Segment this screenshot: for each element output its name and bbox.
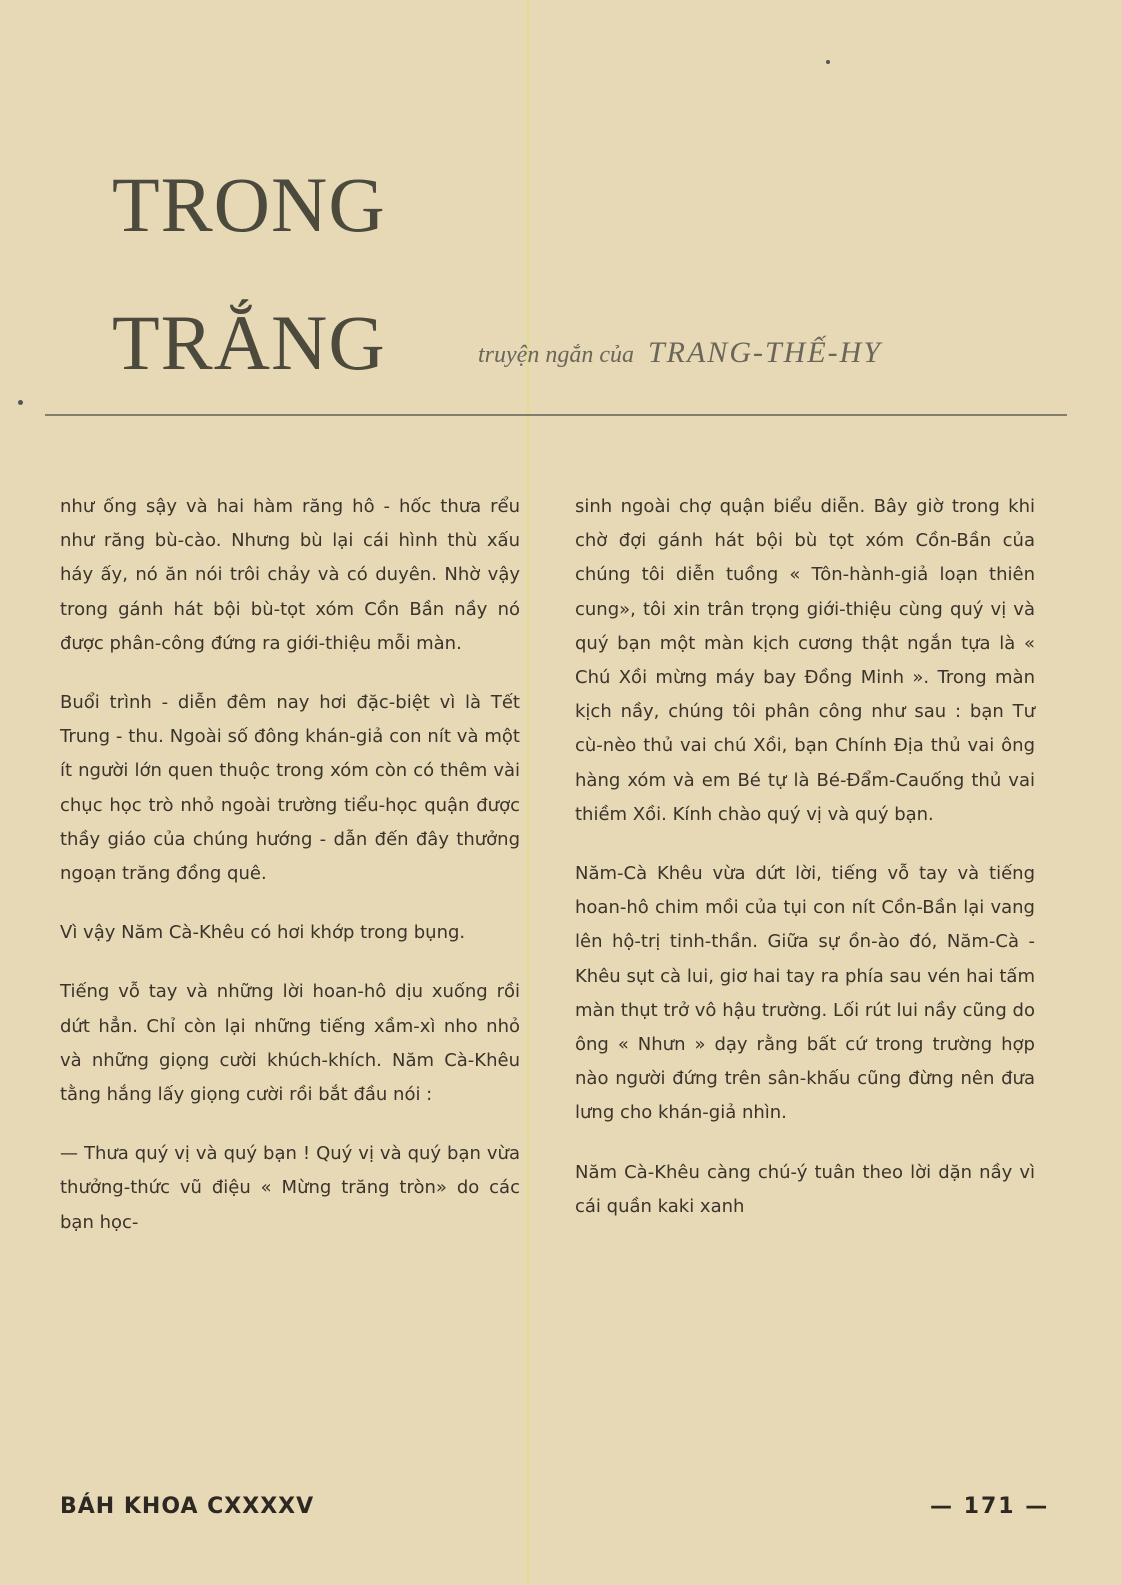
paragraph: Vì vậy Năm Cà-Khêu có hơi khớp trong bụng. [60, 922, 466, 944]
story-title-line1: TRONG [112, 161, 386, 248]
byline [478, 336, 882, 370]
page-fold-crease [527, 0, 529, 1585]
title-divider [45, 414, 1067, 416]
byline-prefix: truyện ngắn của [478, 342, 634, 368]
page-number: — 171 — [930, 1494, 1050, 1519]
magazine-issue-label: BÁH KHOA CXXXXV [60, 1494, 315, 1519]
story-title-line2: TRẮNG [112, 299, 386, 386]
print-speck [18, 400, 23, 405]
paragraph: Tiếng vỗ tay và những lời hoan-hô dịu xuống rồi dứt hẳn. Chỉ còn lại những tiếng xầm-xì nho nhỏ và những giọng cười khúch-khích. Năm Cà-Khêu tằng hắng lấy giọng cười rồi bắt đầu nói : [60, 981, 520, 1106]
paragraph: Năm Cà-Khêu càng chú-ý tuân theo lời dặn nầy vì cái quần kaki xanh [575, 1161, 1035, 1217]
paragraph: sinh ngoài chợ quận biểu diễn. Bây giờ trong khi chờ đợi gánh hát bội bù tọt xóm Cồn-Bần của chúng tôi diễn tuồng « Tôn-hành-giả loạn thiên cung», tôi xin trân trọng giới-thiệu cùng quý vị và quý bạn một màn kịch cương thật ngắn tựa là « Chú Xồi mừng máy bay Đồng Minh ». Trong màn kịch nầy, chúng tôi phân công như sau : bạn Tư cù-nèo thủ vai chú Xồi, bạn Chính Địa thủ vai ông hàng xóm và em Bé tự là Bé-Đẩm-Cauống thủ vai thiềm Xồi. Kính chào quý vị và quý bạn. [575, 496, 1035, 825]
right-column [575, 490, 1035, 1249]
print-speck [826, 60, 830, 64]
byline-author: TRANG-THẾ-HY [647, 336, 882, 369]
paragraph: Buổi trình - diễn đêm nay hơi đặc-biệt vì là Tết Trung - thu. Ngoài số đông khán-giả con nít và một ít người lớn quen thuộc trong xóm còn có thêm vài chục học trò nhỏ ngoài trường tiểu-học quận được thầy giáo của chúng hướng - dẫn đến đây thưởng ngoạn trăng đồng quê. [60, 692, 520, 885]
paragraph: — Thưa quý vị và quý bạn ! Quý vị và quý bạn vừa thưởng-thức vũ điệu « Mừng trăng tròn» do các bạn học- [60, 1143, 520, 1233]
paragraph: Năm-Cà Khêu vừa dứt lời, tiếng vỗ tay và tiếng hoan-hô chim mồi của tụi con nít Cồn-Bần lại vang lên hộ-trị tinh-thần. Giữa sự ồn-ào đó, Năm-Cà - Khêu sụt cà lui, giơ hai tay ra phía sau vén hai tấm màn thụt trở vô hậu trường. Lối rút lui nầy cũng do ông « Nhưn » dạy rằng bất cứ trong trường hợp nào người đứng trên sân-khấu cũng đừng nên đưa lưng cho khán-giả nhìn. [575, 863, 1035, 1124]
left-column [60, 490, 520, 1265]
paragraph: như ống sậy và hai hàm răng hô - hốc thưa rểu như răng bù-cào. Nhưng bù lại cái hình thù xấu háy ấy, nó ăn nói trôi chảy và có duyên. Nhờ vậy trong gánh hát bội bù-tọt xóm Cồn Bần nầy nó được phân-công đứng ra giới-thiệu mỗi màn. [60, 496, 520, 654]
